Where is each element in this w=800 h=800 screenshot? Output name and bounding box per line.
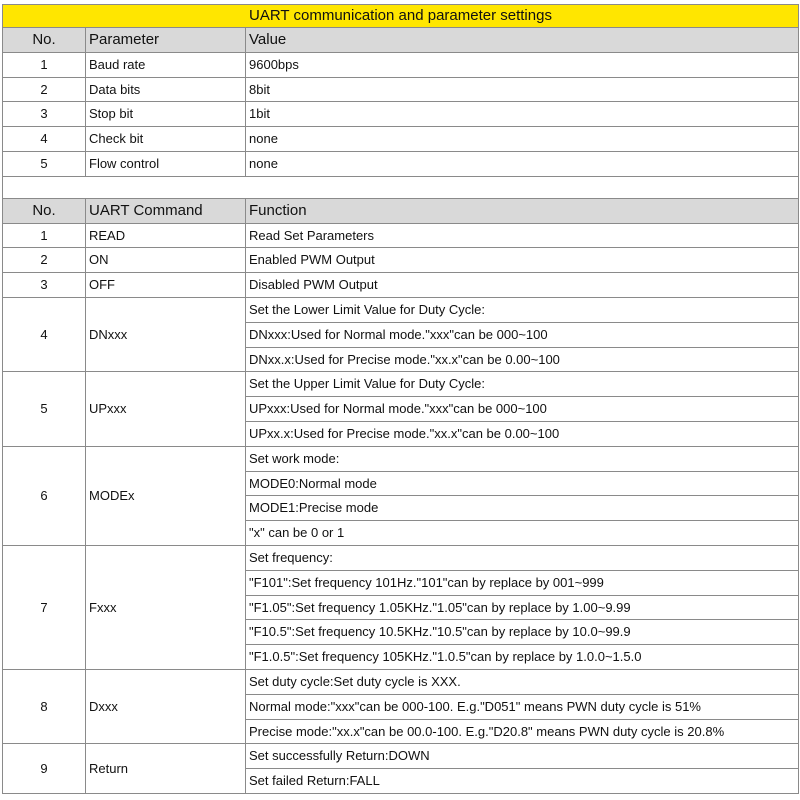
command-function-line: Set failed Return:FALL <box>246 769 799 794</box>
param-name: Check bit <box>86 127 246 152</box>
command-function-line: "F1.0.5":Set frequency 105KHz."1.0.5"can by replace by 1.0.0~1.5.0 <box>246 645 799 670</box>
params-header-row <box>3 28 799 53</box>
param-row <box>3 151 799 176</box>
command-name: OFF <box>86 273 246 298</box>
command-row <box>3 545 799 570</box>
command-function-line: DNxx.x:Used for Precise mode."xx.x"can be 0.00~100 <box>246 347 799 372</box>
command-function-line: "F101":Set frequency 101Hz."101"can by replace by 001~999 <box>246 570 799 595</box>
param-name: Data bits <box>86 77 246 102</box>
param-name: Flow control <box>86 151 246 176</box>
command-function-line: Precise mode:"xx.x"can be 00.0-100. E.g."D20.8" means PWN duty cycle is 20.8% <box>246 719 799 744</box>
command-function-line: UPxxx:Used for Normal mode."xxx"can be 000~100 <box>246 397 799 422</box>
param-value: 1bit <box>246 102 799 127</box>
param-row <box>3 102 799 127</box>
command-function-line: MODE1:Precise mode <box>246 496 799 521</box>
command-name: MODEx <box>86 446 246 545</box>
command-no: 7 <box>3 545 86 669</box>
command-function-line: Set frequency: <box>246 545 799 570</box>
params-header-parameter: Parameter <box>86 28 246 53</box>
command-name: UPxxx <box>86 372 246 446</box>
command-function-line: "F10.5":Set frequency 10.5KHz."10.5"can by replace by 10.0~99.9 <box>246 620 799 645</box>
section-gap <box>3 176 799 198</box>
command-row <box>3 248 799 273</box>
param-no: 4 <box>3 127 86 152</box>
command-no: 9 <box>3 744 86 794</box>
command-no: 2 <box>3 248 86 273</box>
param-row <box>3 127 799 152</box>
command-function-line: Normal mode:"xxx"can be 000-100. E.g."D051" means PWN duty cycle is 51% <box>246 694 799 719</box>
command-row <box>3 372 799 397</box>
command-row <box>3 223 799 248</box>
command-function-line: Set duty cycle:Set duty cycle is XXX. <box>246 669 799 694</box>
param-row <box>3 52 799 77</box>
command-row <box>3 446 799 471</box>
command-name: ON <box>86 248 246 273</box>
command-row <box>3 273 799 298</box>
command-name: Fxxx <box>86 545 246 669</box>
command-row <box>3 744 799 769</box>
command-name: DNxxx <box>86 297 246 371</box>
command-function-line: Set the Lower Limit Value for Duty Cycle: <box>246 297 799 322</box>
table-title: UART communication and parameter settings <box>3 5 799 28</box>
param-no: 1 <box>3 52 86 77</box>
command-function-line: Enabled PWM Output <box>246 248 799 273</box>
param-no: 2 <box>3 77 86 102</box>
param-row <box>3 77 799 102</box>
param-no: 5 <box>3 151 86 176</box>
commands-header-function: Function <box>246 198 799 223</box>
command-no: 5 <box>3 372 86 446</box>
command-function-line: "x" can be 0 or 1 <box>246 521 799 546</box>
command-no: 4 <box>3 297 86 371</box>
command-no: 8 <box>3 669 86 743</box>
uart-settings-table <box>2 4 799 794</box>
command-function-line: DNxxx:Used for Normal mode."xxx"can be 000~100 <box>246 322 799 347</box>
param-name: Baud rate <box>86 52 246 77</box>
command-function-line: MODE0:Normal mode <box>246 471 799 496</box>
param-name: Stop bit <box>86 102 246 127</box>
command-no: 1 <box>3 223 86 248</box>
command-function-line: Set work mode: <box>246 446 799 471</box>
command-no: 3 <box>3 273 86 298</box>
command-function-line: Read Set Parameters <box>246 223 799 248</box>
param-value: 8bit <box>246 77 799 102</box>
title-row <box>3 5 799 28</box>
section-gap-row <box>3 176 799 198</box>
command-name: Return <box>86 744 246 794</box>
command-function-line: UPxx.x:Used for Precise mode."xx.x"can be 0.00~100 <box>246 421 799 446</box>
commands-header-no: No. <box>3 198 86 223</box>
command-name: READ <box>86 223 246 248</box>
command-function-line: "F1.05":Set frequency 1.05KHz."1.05"can by replace by 1.00~9.99 <box>246 595 799 620</box>
command-function-line: Set the Upper Limit Value for Duty Cycle: <box>246 372 799 397</box>
command-function-line: Disabled PWM Output <box>246 273 799 298</box>
commands-header-command: UART Command <box>86 198 246 223</box>
params-header-no: No. <box>3 28 86 53</box>
command-no: 6 <box>3 446 86 545</box>
param-value: 9600bps <box>246 52 799 77</box>
command-name: Dxxx <box>86 669 246 743</box>
command-function-line: Set successfully Return:DOWN <box>246 744 799 769</box>
params-header-value: Value <box>246 28 799 53</box>
command-row <box>3 669 799 694</box>
param-value: none <box>246 151 799 176</box>
param-no: 3 <box>3 102 86 127</box>
commands-header-row <box>3 198 799 223</box>
command-row <box>3 297 799 322</box>
param-value: none <box>246 127 799 152</box>
